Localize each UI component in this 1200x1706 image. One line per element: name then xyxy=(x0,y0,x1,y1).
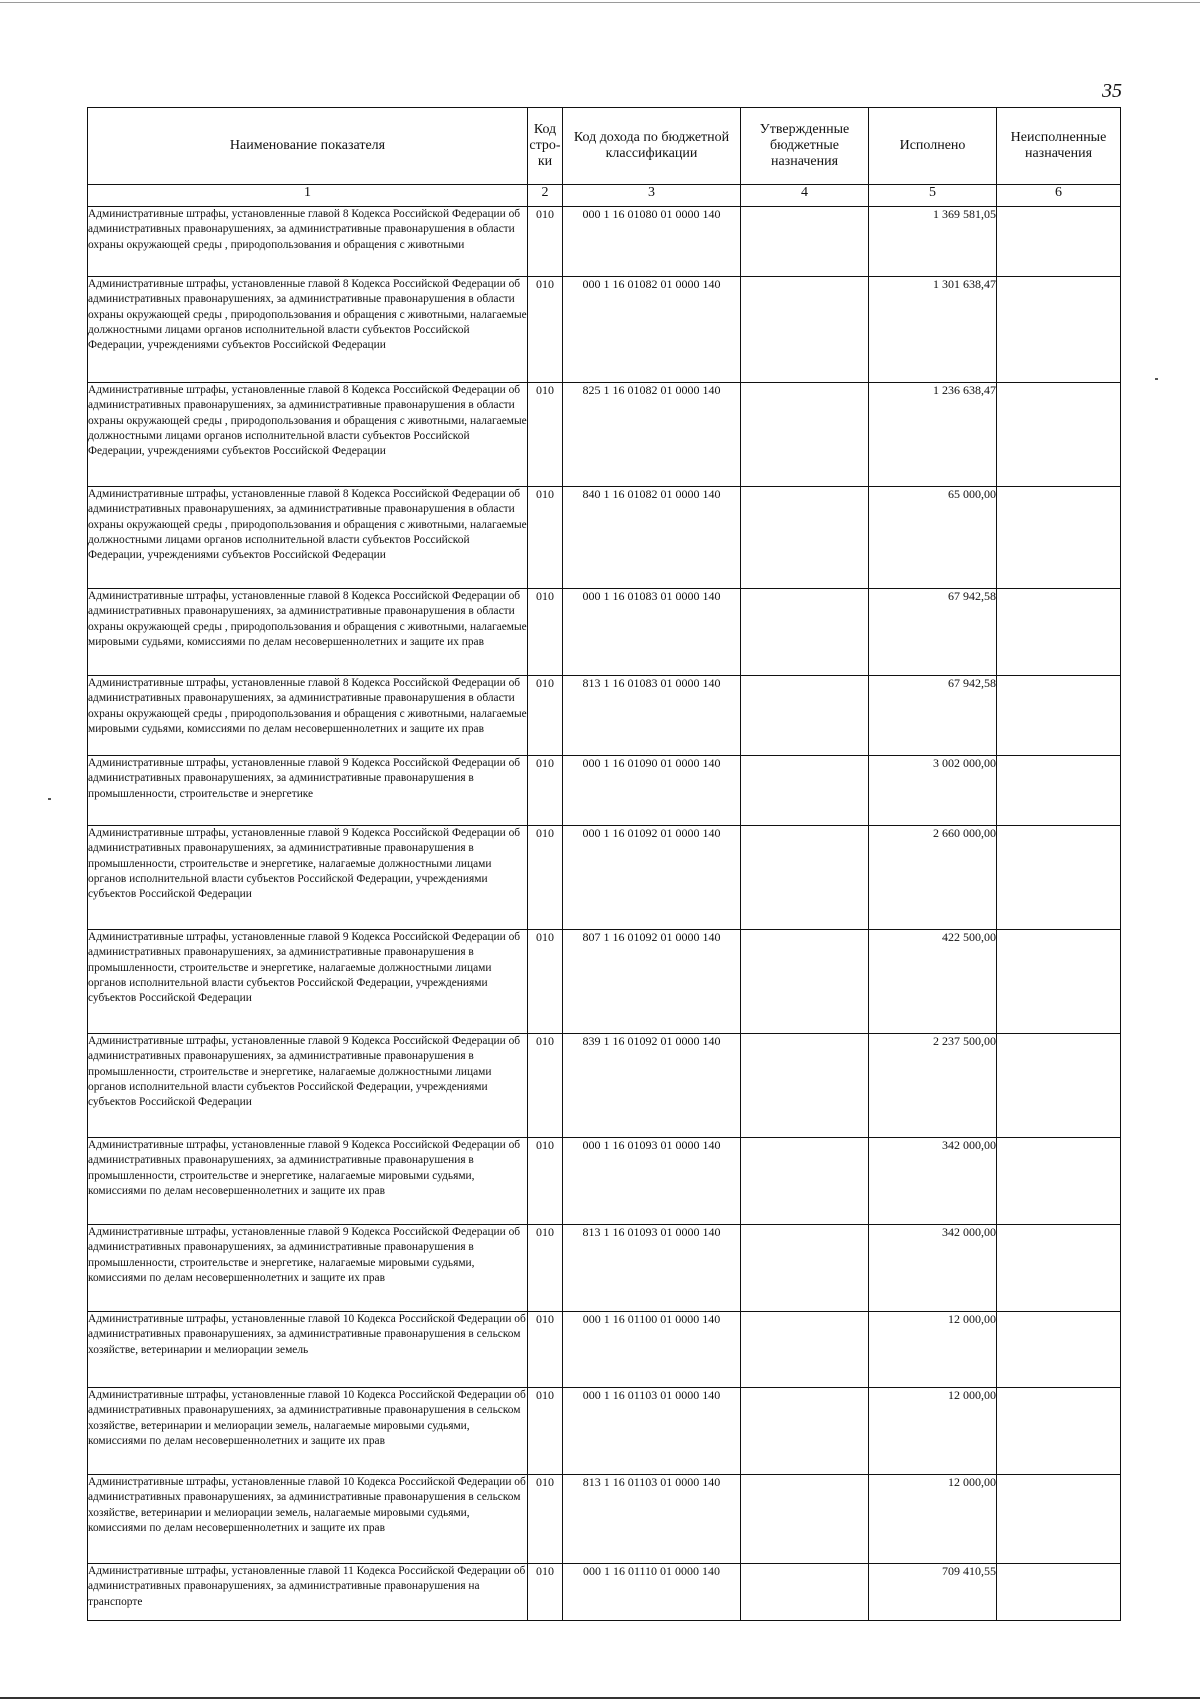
column-number: 6 xyxy=(997,185,1121,207)
budget-report-table xyxy=(87,107,1121,1621)
column-number: 1 xyxy=(88,185,528,207)
table-row xyxy=(88,756,1121,826)
row-unexecuted-cell xyxy=(997,1564,1121,1621)
row-unexecuted-cell xyxy=(997,1138,1121,1225)
row-approved-cell xyxy=(741,756,869,826)
row-executed-cell: 342 000,00 xyxy=(869,1138,997,1225)
row-name-cell: Административные штрафы, установленные главой 10 Кодекса Российской Федерации об административных правонарушениях, за административные правонарушения в сельском хозяйстве, ветеринарии и мелиорации земель, налагаемые мировыми судьями, комиссиями по делам несовершеннолетних и защите их прав xyxy=(88,1475,528,1564)
row-executed-cell: 709 410,55 xyxy=(869,1564,997,1621)
row-unexecuted-cell xyxy=(997,756,1121,826)
row-approved-cell xyxy=(741,1225,869,1312)
row-income-code-cell: 000 1 16 01092 01 0000 140 xyxy=(563,826,741,930)
row-unexecuted-cell xyxy=(997,277,1121,383)
row-income-code-cell: 000 1 16 01090 01 0000 140 xyxy=(563,756,741,826)
row-income-code-cell: 813 1 16 01093 01 0000 140 xyxy=(563,1225,741,1312)
row-approved-cell xyxy=(741,589,869,676)
row-approved-cell xyxy=(741,487,869,589)
row-income-code-cell: 000 1 16 01103 01 0000 140 xyxy=(563,1388,741,1475)
table-row xyxy=(88,930,1121,1034)
row-approved-cell xyxy=(741,1034,869,1138)
row-income-code-cell: 840 1 16 01082 01 0000 140 xyxy=(563,487,741,589)
table-row xyxy=(88,1138,1121,1225)
row-income-code-cell: 000 1 16 01080 01 0000 140 xyxy=(563,207,741,277)
page-number: 35 xyxy=(1102,80,1122,102)
table-body xyxy=(88,207,1121,1621)
scan-speck xyxy=(1155,378,1158,380)
row-name-cell: Административные штрафы, установленные главой 9 Кодекса Российской Федерации об административных правонарушениях, за административные правонарушения в промышленности, строительстве и энергетике, налагаемые мировыми судьями, комиссиями по делам несовершеннолетних и защите их прав xyxy=(88,1225,528,1312)
row-income-code-cell: 807 1 16 01092 01 0000 140 xyxy=(563,930,741,1034)
row-unexecuted-cell xyxy=(997,676,1121,756)
table-row xyxy=(88,676,1121,756)
header-line-code: Код стро-ки xyxy=(528,108,563,185)
row-unexecuted-cell xyxy=(997,1388,1121,1475)
row-approved-cell xyxy=(741,1475,869,1564)
header-approved: Утвержденные бюджетные назначения xyxy=(741,108,869,185)
table-row xyxy=(88,487,1121,589)
row-name-cell: Административные штрафы, установленные главой 8 Кодекса Российской Федерации об административных правонарушениях, за административные правонарушения в области охраны окружающей среды , природопользования и обращения с животными, налагаемые мировыми судьями, комиссиями по делам несовершеннолетних и защите их прав xyxy=(88,676,528,756)
row-line-code-cell: 010 xyxy=(528,1034,563,1138)
row-approved-cell xyxy=(741,1388,869,1475)
row-income-code-cell: 813 1 16 01083 01 0000 140 xyxy=(563,676,741,756)
row-unexecuted-cell xyxy=(997,207,1121,277)
row-name-cell: Административные штрафы, установленные главой 8 Кодекса Российской Федерации об административных правонарушениях, за административные правонарушения в области охраны окружающей среды , природопользования и обращения с животными, налагаемые должностными лицами органов исполнительной власти субъектов Российской Федерации, учреждениями субъектов Российской Федерации xyxy=(88,487,528,589)
row-executed-cell: 2 660 000,00 xyxy=(869,826,997,930)
row-unexecuted-cell xyxy=(997,589,1121,676)
row-line-code-cell: 010 xyxy=(528,207,563,277)
header-income-code: Код дохода по бюджетной классификации xyxy=(563,108,741,185)
row-line-code-cell: 010 xyxy=(528,826,563,930)
row-approved-cell xyxy=(741,1564,869,1621)
row-line-code-cell: 010 xyxy=(528,1564,563,1621)
row-name-cell: Административные штрафы, установленные главой 8 Кодекса Российской Федерации об административных правонарушениях, за административные правонарушения в области охраны окружающей среды , природопользования и обращения с животными, налагаемые должностными лицами органов исполнительной власти субъектов Российской Федерации, учреждениями субъектов Российской Федерации xyxy=(88,277,528,383)
top-scan-rule xyxy=(0,2,1200,3)
row-line-code-cell: 010 xyxy=(528,1225,563,1312)
row-executed-cell: 12 000,00 xyxy=(869,1312,997,1388)
row-line-code-cell: 010 xyxy=(528,383,563,487)
row-name-cell: Административные штрафы, установленные главой 9 Кодекса Российской Федерации об административных правонарушениях, за административные правонарушения в промышленности, строительстве и энергетике, налагаемые мировыми судьями, комиссиями по делам несовершеннолетних и защите их прав xyxy=(88,1138,528,1225)
row-approved-cell xyxy=(741,277,869,383)
row-line-code-cell: 010 xyxy=(528,1312,563,1388)
row-income-code-cell: 839 1 16 01092 01 0000 140 xyxy=(563,1034,741,1138)
table-row xyxy=(88,1034,1121,1138)
row-line-code-cell: 010 xyxy=(528,277,563,383)
row-unexecuted-cell xyxy=(997,826,1121,930)
header-name: Наименование показателя xyxy=(88,108,528,185)
row-line-code-cell: 010 xyxy=(528,1475,563,1564)
row-executed-cell: 12 000,00 xyxy=(869,1388,997,1475)
row-unexecuted-cell xyxy=(997,930,1121,1034)
row-executed-cell: 2 237 500,00 xyxy=(869,1034,997,1138)
bottom-scan-rule xyxy=(0,1697,1200,1699)
row-approved-cell xyxy=(741,1312,869,1388)
row-line-code-cell: 010 xyxy=(528,676,563,756)
column-number: 2 xyxy=(528,185,563,207)
row-unexecuted-cell xyxy=(997,487,1121,589)
row-unexecuted-cell xyxy=(997,383,1121,487)
row-income-code-cell: 000 1 16 01093 01 0000 140 xyxy=(563,1138,741,1225)
row-approved-cell xyxy=(741,1138,869,1225)
row-executed-cell: 1 369 581,05 xyxy=(869,207,997,277)
column-number: 4 xyxy=(741,185,869,207)
row-name-cell: Административные штрафы, установленные главой 11 Кодекса Российской Федерации об административных правонарушениях, за административные правонарушения на транспорте xyxy=(88,1564,528,1621)
row-approved-cell xyxy=(741,826,869,930)
row-approved-cell xyxy=(741,383,869,487)
row-executed-cell: 67 942,58 xyxy=(869,589,997,676)
row-name-cell: Административные штрафы, установленные главой 8 Кодекса Российской Федерации об административных правонарушениях, за административные правонарушения в области охраны окружающей среды , природопользования и обращения с животными, налагаемые мировыми судьями, комиссиями по делам несовершеннолетних и защите их прав xyxy=(88,589,528,676)
row-unexecuted-cell xyxy=(997,1034,1121,1138)
row-name-cell: Административные штрафы, установленные главой 9 Кодекса Российской Федерации об административных правонарушениях, за административные правонарушения в промышленности, строительстве и энергетике, налагаемые должностными лицами органов исполнительной власти субъектов Российской Федерации, учреждениями субъектов Российской Федерации xyxy=(88,1034,528,1138)
row-line-code-cell: 010 xyxy=(528,589,563,676)
header-row xyxy=(88,108,1121,185)
scan-speck xyxy=(48,798,51,800)
row-line-code-cell: 010 xyxy=(528,1388,563,1475)
row-executed-cell: 65 000,00 xyxy=(869,487,997,589)
row-unexecuted-cell xyxy=(997,1312,1121,1388)
table-row xyxy=(88,826,1121,930)
row-line-code-cell: 010 xyxy=(528,1138,563,1225)
row-income-code-cell: 000 1 16 01082 01 0000 140 xyxy=(563,277,741,383)
header-unexecuted: Неисполненные назначения xyxy=(997,108,1121,185)
table-row xyxy=(88,1388,1121,1475)
row-income-code-cell: 825 1 16 01082 01 0000 140 xyxy=(563,383,741,487)
table-row xyxy=(88,207,1121,277)
row-name-cell: Административные штрафы, установленные главой 10 Кодекса Российской Федерации об административных правонарушениях, за административные правонарушения в сельском хозяйстве, ветеринарии и мелиорации земель, налагаемые мировыми судьями, комиссиями по делам несовершеннолетних и защите их прав xyxy=(88,1388,528,1475)
row-line-code-cell: 010 xyxy=(528,756,563,826)
table-row xyxy=(88,1564,1121,1621)
table-row xyxy=(88,1312,1121,1388)
row-executed-cell: 3 002 000,00 xyxy=(869,756,997,826)
row-executed-cell: 67 942,58 xyxy=(869,676,997,756)
table-row xyxy=(88,1475,1121,1564)
row-name-cell: Административные штрафы, установленные главой 9 Кодекса Российской Федерации об административных правонарушениях, за административные правонарушения в промышленности, строительстве и энергетике, налагаемые должностными лицами органов исполнительной власти субъектов Российской Федерации, учреждениями субъектов Российской Федерации xyxy=(88,930,528,1034)
table-row xyxy=(88,1225,1121,1312)
row-approved-cell xyxy=(741,676,869,756)
row-income-code-cell: 813 1 16 01103 01 0000 140 xyxy=(563,1475,741,1564)
row-executed-cell: 1 301 638,47 xyxy=(869,277,997,383)
row-unexecuted-cell xyxy=(997,1225,1121,1312)
row-executed-cell: 12 000,00 xyxy=(869,1475,997,1564)
row-name-cell: Административные штрафы, установленные главой 8 Кодекса Российской Федерации об административных правонарушениях, за административные правонарушения в области охраны окружающей среды , природопользования и обращения с животными xyxy=(88,207,528,277)
row-executed-cell: 342 000,00 xyxy=(869,1225,997,1312)
table-row xyxy=(88,589,1121,676)
row-approved-cell xyxy=(741,207,869,277)
row-name-cell: Административные штрафы, установленные главой 10 Кодекса Российской Федерации об административных правонарушениях, за административные правонарушения в сельском хозяйстве, ветеринарии и мелиорации земель xyxy=(88,1312,528,1388)
row-income-code-cell: 000 1 16 01083 01 0000 140 xyxy=(563,589,741,676)
table-header xyxy=(88,108,1121,207)
row-line-code-cell: 010 xyxy=(528,930,563,1034)
row-unexecuted-cell xyxy=(997,1475,1121,1564)
header-executed: Исполнено xyxy=(869,108,997,185)
column-number-row xyxy=(88,185,1121,207)
row-income-code-cell: 000 1 16 01110 01 0000 140 xyxy=(563,1564,741,1621)
row-name-cell: Административные штрафы, установленные главой 9 Кодекса Российской Федерации об административных правонарушениях, за административные правонарушения в промышленности, строительстве и энергетике, налагаемые должностными лицами органов исполнительной власти субъектов Российской Федерации, учреждениями субъектов Российской Федерации xyxy=(88,826,528,930)
row-executed-cell: 422 500,00 xyxy=(869,930,997,1034)
column-number: 5 xyxy=(869,185,997,207)
row-line-code-cell: 010 xyxy=(528,487,563,589)
row-executed-cell: 1 236 638,47 xyxy=(869,383,997,487)
column-number: 3 xyxy=(563,185,741,207)
row-name-cell: Административные штрафы, установленные главой 8 Кодекса Российской Федерации об административных правонарушениях, за административные правонарушения в области охраны окружающей среды , природопользования и обращения с животными, налагаемые должностными лицами органов исполнительной власти субъектов Российской Федерации, учреждениями субъектов Российской Федерации xyxy=(88,383,528,487)
row-name-cell: Административные штрафы, установленные главой 9 Кодекса Российской Федерации об административных правонарушениях, за административные правонарушения в промышленности, строительстве и энергетике xyxy=(88,756,528,826)
table-row xyxy=(88,277,1121,383)
table-row xyxy=(88,383,1121,487)
row-approved-cell xyxy=(741,930,869,1034)
row-income-code-cell: 000 1 16 01100 01 0000 140 xyxy=(563,1312,741,1388)
